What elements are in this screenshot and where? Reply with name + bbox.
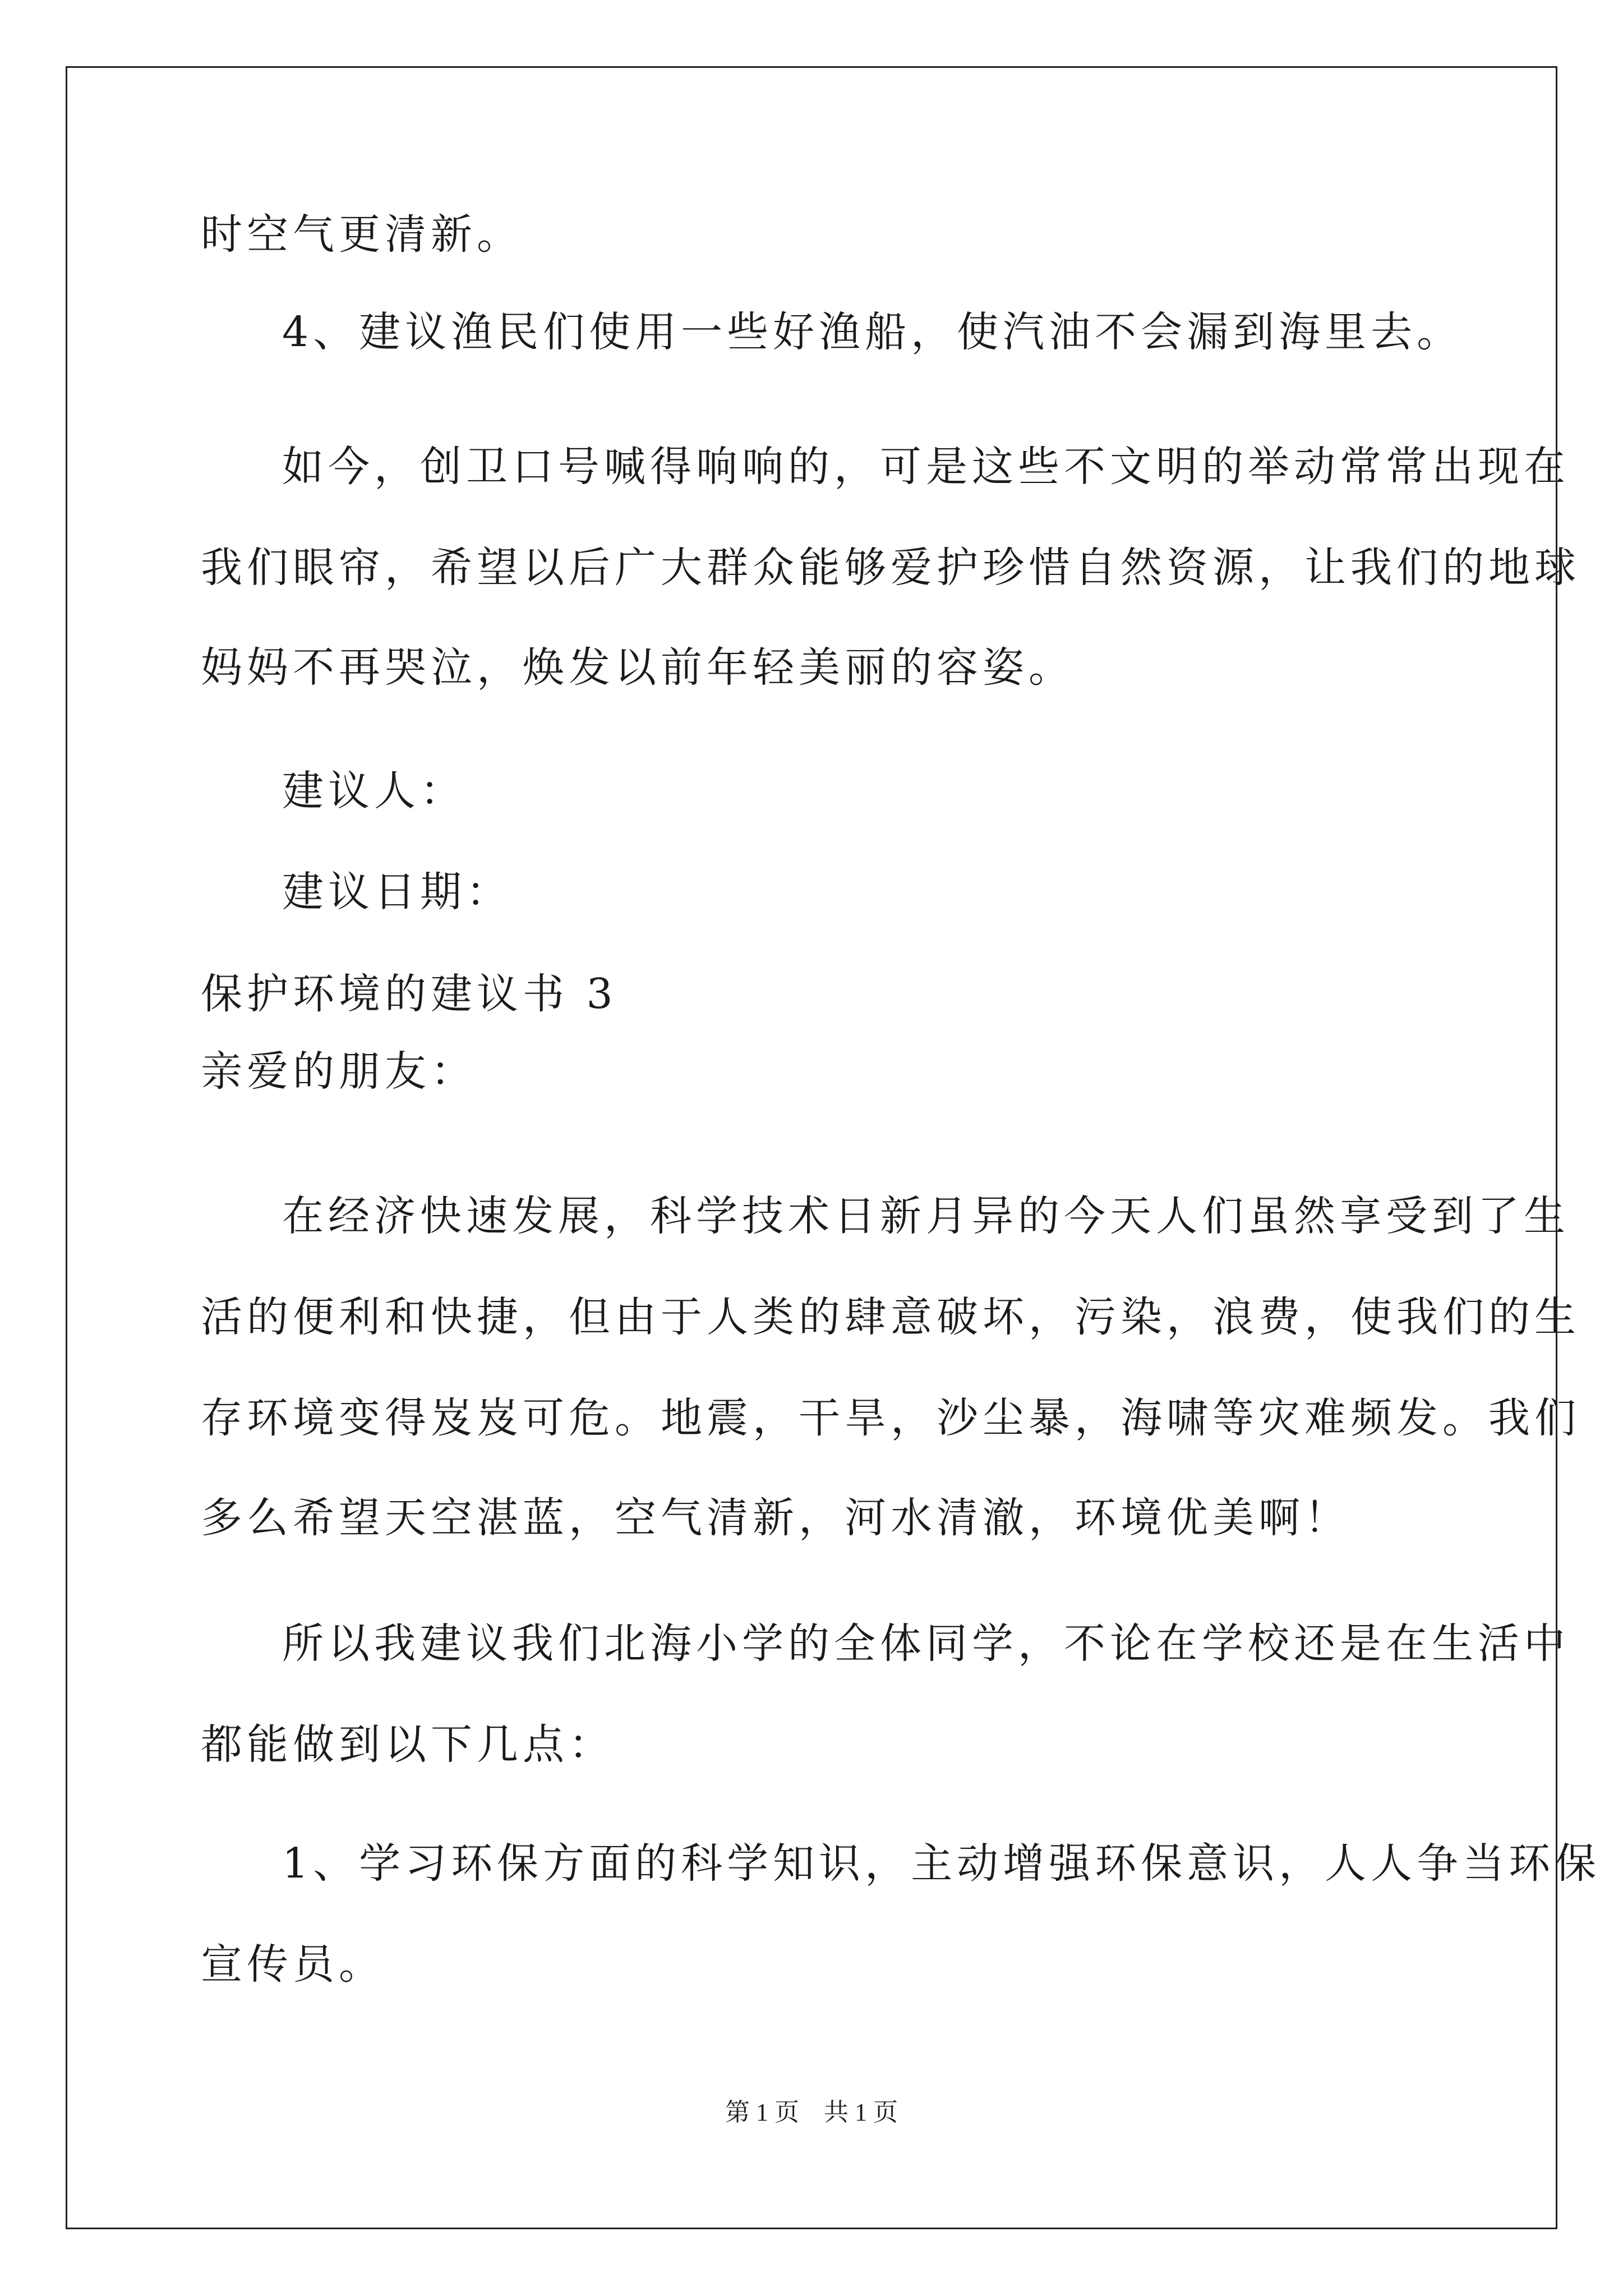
text-line: 所以我建议我们北海小学的全体同学，不论在学校还是在生活中: [282, 1619, 1570, 1668]
text-line: 建议日期：: [282, 868, 512, 916]
text-line: 活的便利和快捷，但由于人类的肆意破坏，污染，浪费，使我们的生: [201, 1293, 1580, 1341]
section-heading: 保护环境的建议书 3: [201, 970, 617, 1018]
page-footer: 第 1 页 共 1 页: [725, 2099, 898, 2126]
text-line: 都能做到以下几点：: [201, 1720, 615, 1769]
text-line: 在经济快速发展，科学技术日新月异的今天人们虽然享受到了生: [282, 1192, 1570, 1240]
text-line: 建议人：: [282, 767, 466, 815]
text-line: 如今，创卫口号喊得响响的，可是这些不文明的举动常常出现在: [282, 443, 1570, 491]
text-line: 我们眼帘，希望以后广大群众能够爱护珍惜自然资源，让我们的地球: [201, 544, 1580, 592]
text-line: 存环境变得岌岌可危。地震，干旱，沙尘暴，海啸等灾难频发。我们: [201, 1394, 1580, 1442]
page-border: [66, 66, 1557, 2229]
text-line: 1、学习环保方面的科学知识，主动增强环保意识，人人争当环保: [282, 1839, 1601, 1888]
text-line: 宣传员。: [201, 1940, 385, 1989]
text-line: 时空气更清新。: [201, 210, 523, 259]
text-line: 4、建议渔民们使用一些好渔船，使汽油不会漏到海里去。: [282, 308, 1463, 356]
text-line: 亲爱的朋友：: [201, 1047, 477, 1096]
text-line: 妈妈不再哭泣，焕发以前年轻美丽的容姿。: [201, 643, 1075, 692]
text-line: 多么希望天空湛蓝，空气清新，河水清澈，环境优美啊！: [201, 1494, 1350, 1542]
